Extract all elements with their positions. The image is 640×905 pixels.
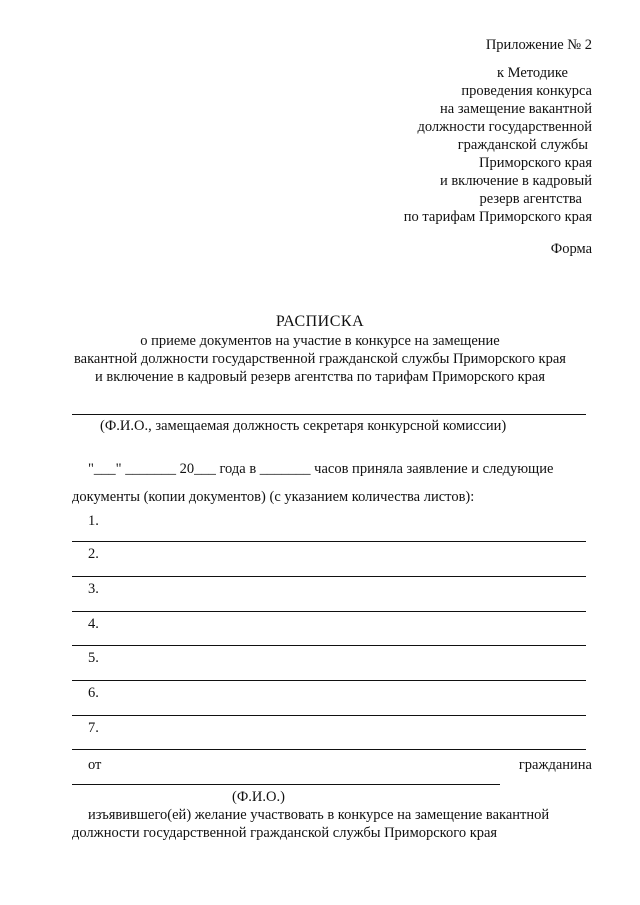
hour-blank[interactable]: _______	[259, 461, 311, 477]
list-item-number: 7.	[88, 720, 99, 736]
appendix-line: на замещение вакантной	[440, 101, 592, 117]
appendix-line: резерв агентства	[479, 191, 582, 207]
list-item-number: 4.	[88, 616, 99, 632]
document-subtitle: и включение в кадровый резерв агентства по тарифам Приморского края	[94, 369, 546, 385]
appendix-line: по тарифам Приморского края	[403, 209, 592, 225]
appendix-line: проведения конкурса	[461, 83, 592, 99]
document-subtitle: вакантной должности государственной гражданской службы Приморского края	[74, 351, 566, 367]
list-item-number: 5.	[88, 650, 99, 666]
document-title: РАСПИСКА	[275, 313, 365, 330]
list-item-line[interactable]	[72, 576, 586, 577]
secretary-fill-line[interactable]	[72, 414, 586, 415]
list-item-number: 6.	[88, 685, 99, 701]
list-item-line[interactable]	[72, 749, 586, 750]
form-label: Форма	[550, 241, 592, 257]
appendix-line: и включение в кадровый	[439, 173, 592, 189]
documents-intro: документы (копии документов) (с указанием количества листов):	[72, 489, 475, 505]
date-line	[88, 462, 553, 477]
goda-v-text: года в	[219, 461, 257, 477]
fio-caption: (Ф.И.О.)	[232, 789, 285, 805]
list-item-number: 1.	[88, 513, 99, 529]
list-item-line[interactable]	[72, 611, 586, 612]
document-subtitle: о приеме документов на участие в конкурсе на замещение	[140, 333, 500, 349]
month-blank[interactable]: _______	[125, 461, 176, 477]
day-blank[interactable]: "___"	[88, 461, 122, 477]
appendix-line: должности государственной	[417, 119, 592, 135]
list-item-line[interactable]	[72, 541, 586, 542]
list-item-number: 3.	[88, 581, 99, 597]
year-blank[interactable]: 20___	[179, 461, 216, 477]
appendix-number: Приложение № 2	[485, 37, 592, 53]
citizen-fio-line[interactable]	[72, 784, 500, 785]
date-line-rest: часов приняла заявление и следующие	[314, 461, 554, 477]
list-item-number: 2.	[88, 546, 99, 562]
list-item-line[interactable]	[72, 645, 586, 646]
from-label: от	[88, 757, 102, 773]
list-item-line[interactable]	[72, 715, 586, 716]
appendix-line: к Методике	[496, 65, 568, 81]
secretary-caption: (Ф.И.О., замещаемая должность секретаря конкурсной комиссии)	[100, 418, 507, 434]
appendix-line: гражданской службы	[457, 137, 588, 153]
closing-text: изъявившего(ей) желание участвовать в конкурсе на замещение вакантной	[88, 807, 550, 823]
citizen-label: гражданина	[518, 757, 592, 773]
appendix-line: Приморского края	[478, 155, 592, 171]
list-item-line[interactable]	[72, 680, 586, 681]
closing-text: должности государственной гражданской службы Приморского края	[72, 825, 498, 841]
